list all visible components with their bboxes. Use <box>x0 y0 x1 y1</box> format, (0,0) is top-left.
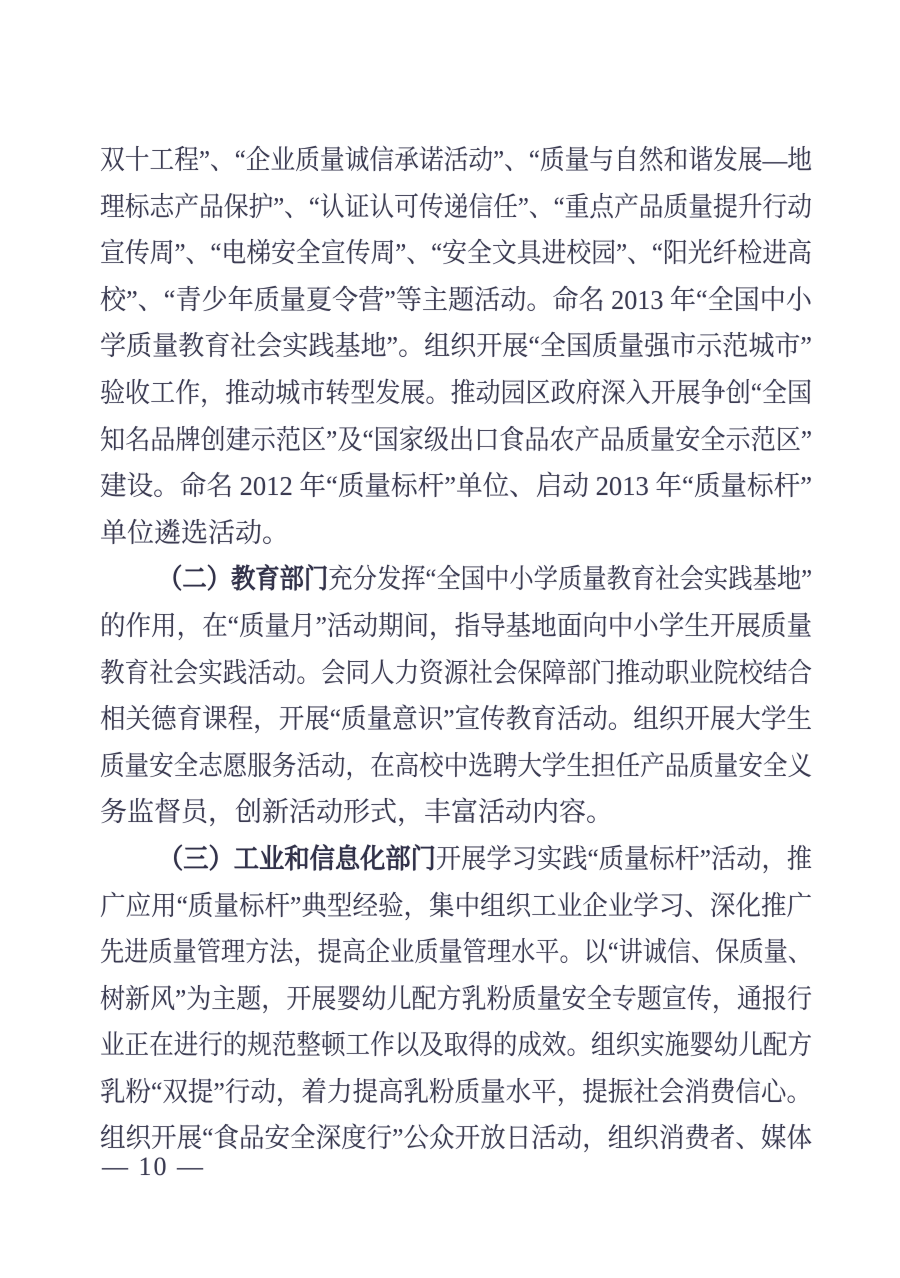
line-content <box>100 510 289 557</box>
line-content <box>100 184 812 231</box>
section-heading: （三）工业和信息化部门 <box>158 843 436 874</box>
text-segment: 先进质量管理方法，提高企业质量管理水平。以“讲诚信、保质量、 <box>100 937 812 968</box>
text-line <box>100 1115 812 1162</box>
line-content <box>158 556 812 603</box>
text-segment: 充分发挥“全国中小学质量教育社会实践基地” <box>328 564 812 595</box>
text-line <box>100 929 812 976</box>
text-line <box>100 417 812 464</box>
text-segment: 双十工程”、“企业质量诚信承诺活动”、“质量与自然和谐发展—地 <box>100 145 812 175</box>
text-segment: 宣传周”、“电梯安全宣传周”、“安全文具进校园”、“阳光纤检进高 <box>100 238 812 269</box>
text-segment: 验收工作，推动城市转型发展。推动园区政府深入开展争创“全国 <box>100 377 812 408</box>
text-segment: 教育社会实践活动。会同人力资源社会保障部门推动职业院校结合 <box>100 657 812 688</box>
text-segment: 务监督员，创新活动形式，丰富活动内容。 <box>100 797 613 828</box>
page-number: — 10 — <box>102 1152 205 1181</box>
text-segment: 的作用，在“质量月”活动期间，指导基地面向中小学生开展质量 <box>100 610 812 641</box>
line-content <box>100 137 812 184</box>
text-line <box>100 650 812 697</box>
text-line <box>100 184 812 231</box>
text-segment: 学质量教育社会实践基地”。组织开展“全国质量强市示范城市” <box>100 331 812 362</box>
text-segment: 相关德育课程，开展“质量意识”宣传教育活动。组织开展大学生 <box>100 704 812 735</box>
text-line <box>100 510 812 557</box>
text-line <box>100 976 812 1023</box>
text-line <box>100 1022 812 1069</box>
line-content <box>100 603 812 650</box>
text-segment: 单位遴选活动。 <box>100 517 289 548</box>
text-segment: 质量安全志愿服务活动，在高校中选聘大学生担任产品质量安全义 <box>100 750 812 781</box>
text-line <box>100 230 812 277</box>
line-content <box>100 650 812 697</box>
text-block <box>100 137 812 1162</box>
line-content <box>100 696 812 743</box>
line-content <box>100 929 812 976</box>
line-content <box>100 277 812 324</box>
text-segment: 知名品牌创建示范区”及“国家级出口食品农产品质量安全示范区” <box>100 424 812 455</box>
line-content <box>100 370 812 417</box>
line-content <box>100 976 812 1023</box>
text-segment: 业正在进行的规范整顿工作以及取得的成效。组织实施婴幼儿配方 <box>100 1030 812 1061</box>
text-line <box>100 556 812 603</box>
text-line <box>100 789 812 836</box>
line-content <box>100 323 812 370</box>
text-line <box>100 277 812 324</box>
text-line <box>100 696 812 743</box>
text-segment: 建设。命名 2012 年“质量标杆”单位、启动 2013 年“质量标杆” <box>100 471 812 502</box>
line-content <box>158 836 812 883</box>
text-line <box>100 603 812 650</box>
line-content <box>100 743 812 790</box>
text-segment: 乳粉“双提”行动，着力提高乳粉质量水平，提振社会消费信心。 <box>100 1076 812 1107</box>
line-content <box>100 789 613 836</box>
text-line <box>100 323 812 370</box>
line-content <box>100 417 812 464</box>
text-segment: 理标志产品保护”、“认证认可传递信任”、“重点产品质量提升行动 <box>100 191 812 222</box>
text-line <box>100 1069 812 1116</box>
line-content <box>100 463 812 510</box>
text-segment: 组织开展“食品安全深度行”公众开放日活动，组织消费者、媒体 <box>100 1123 812 1154</box>
text-segment: 校”、“青少年质量夏令营”等主题活动。命名 2013 年“全国中小 <box>100 284 812 315</box>
section-heading: （二）教育部门 <box>158 564 329 595</box>
text-segment: 广应用“质量标杆”典型经验，集中组织工业企业学习、深化推广 <box>100 890 812 921</box>
text-line <box>100 370 812 417</box>
line-content <box>100 1022 812 1069</box>
text-line <box>100 883 812 930</box>
text-segment: 树新风”为主题，开展婴幼儿配方乳粉质量安全专题宣传，通报行 <box>100 983 812 1014</box>
line-content <box>100 1115 812 1162</box>
text-line <box>100 137 812 184</box>
text-line <box>100 463 812 510</box>
text-segment: 开展学习实践“质量标杆”活动，推 <box>435 843 812 874</box>
line-content <box>100 883 812 930</box>
line-content <box>100 1069 812 1116</box>
text-line <box>100 836 812 883</box>
text-line <box>100 743 812 790</box>
line-content <box>100 230 812 277</box>
